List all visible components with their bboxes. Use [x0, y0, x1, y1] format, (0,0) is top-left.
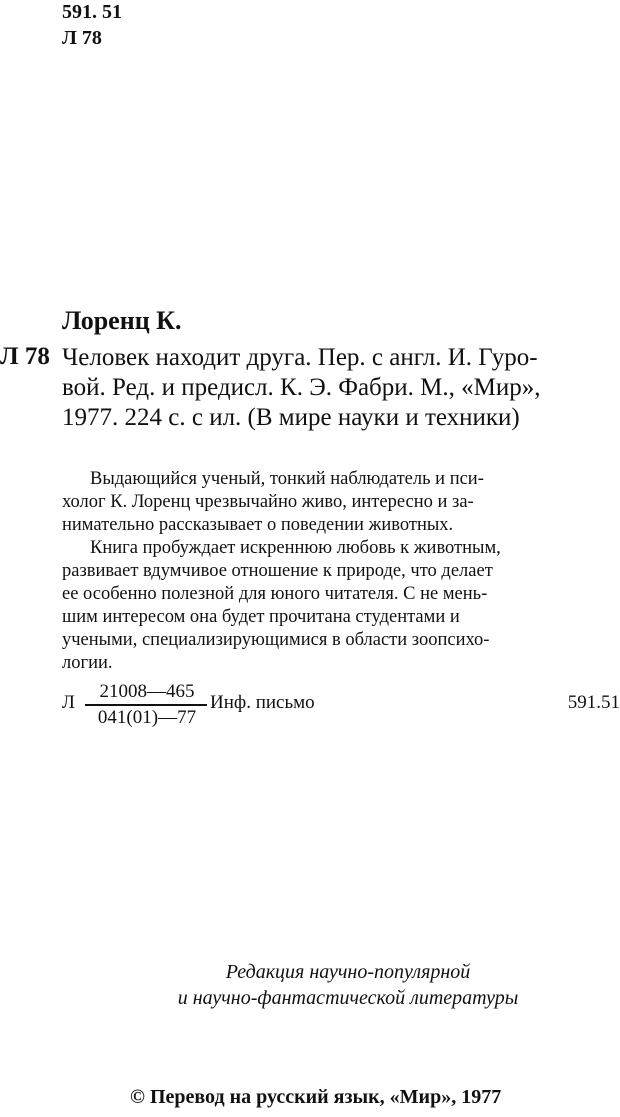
fraction-bar	[85, 704, 207, 706]
annotation-line-7: шим интересом она будет прочитана студентами и	[62, 607, 460, 627]
bibliography-line-3: 1977. 224 с. с ил. (В мире науки и техники)	[62, 404, 520, 431]
class-code-line-2: Л 78	[62, 27, 102, 49]
call-number: Л 78	[0, 343, 50, 370]
index-note: Инф. письмо	[210, 692, 315, 713]
editorial-line-2: и научно-фантастической литературы	[177, 987, 519, 1009]
annotation-line-5: развивает вдумчивое отношение к природе, что делает	[62, 561, 493, 581]
editorial-line-1: Редакция научно-популярной	[225, 961, 471, 983]
index-letter: Л	[62, 692, 75, 713]
index-denominator: 041(01)—77	[97, 707, 197, 728]
annotation-line-6: ее особенно полезной для юного читателя. С не мень-	[62, 584, 488, 604]
class-code-line-1: 591. 51	[62, 1, 122, 23]
annotation-line-1: Выдающийся ученый, тонкий наблюдатель и пси-	[90, 469, 484, 489]
annotation-line-9: логии.	[62, 653, 113, 673]
copyright-line: © Перевод на русский язык, «Мир», 1977	[130, 1086, 502, 1108]
annotation-line-3: нимательно рассказывает о поведении животных.	[62, 515, 454, 535]
bibliography-line-1: Человек находит друга. Пер. с англ. И. Гуро-	[62, 344, 538, 371]
author-name: Лоренц К.	[62, 306, 182, 335]
annotation-line-8: учеными, специализирующимися в области зоопсихо-	[62, 630, 490, 650]
index-classification: 591.51	[567, 692, 620, 713]
annotation-line-2: холог К. Лоренц чрезвычайно живо, интересно и за-	[62, 492, 474, 512]
bibliography-line-2: вой. Ред. и предисл. К. Э. Фабри. М., «Мир»,	[62, 374, 541, 401]
index-numerator: 21008—465	[99, 681, 195, 702]
annotation-line-4: Книга пробуждает искреннюю любовь к животным,	[90, 538, 501, 558]
